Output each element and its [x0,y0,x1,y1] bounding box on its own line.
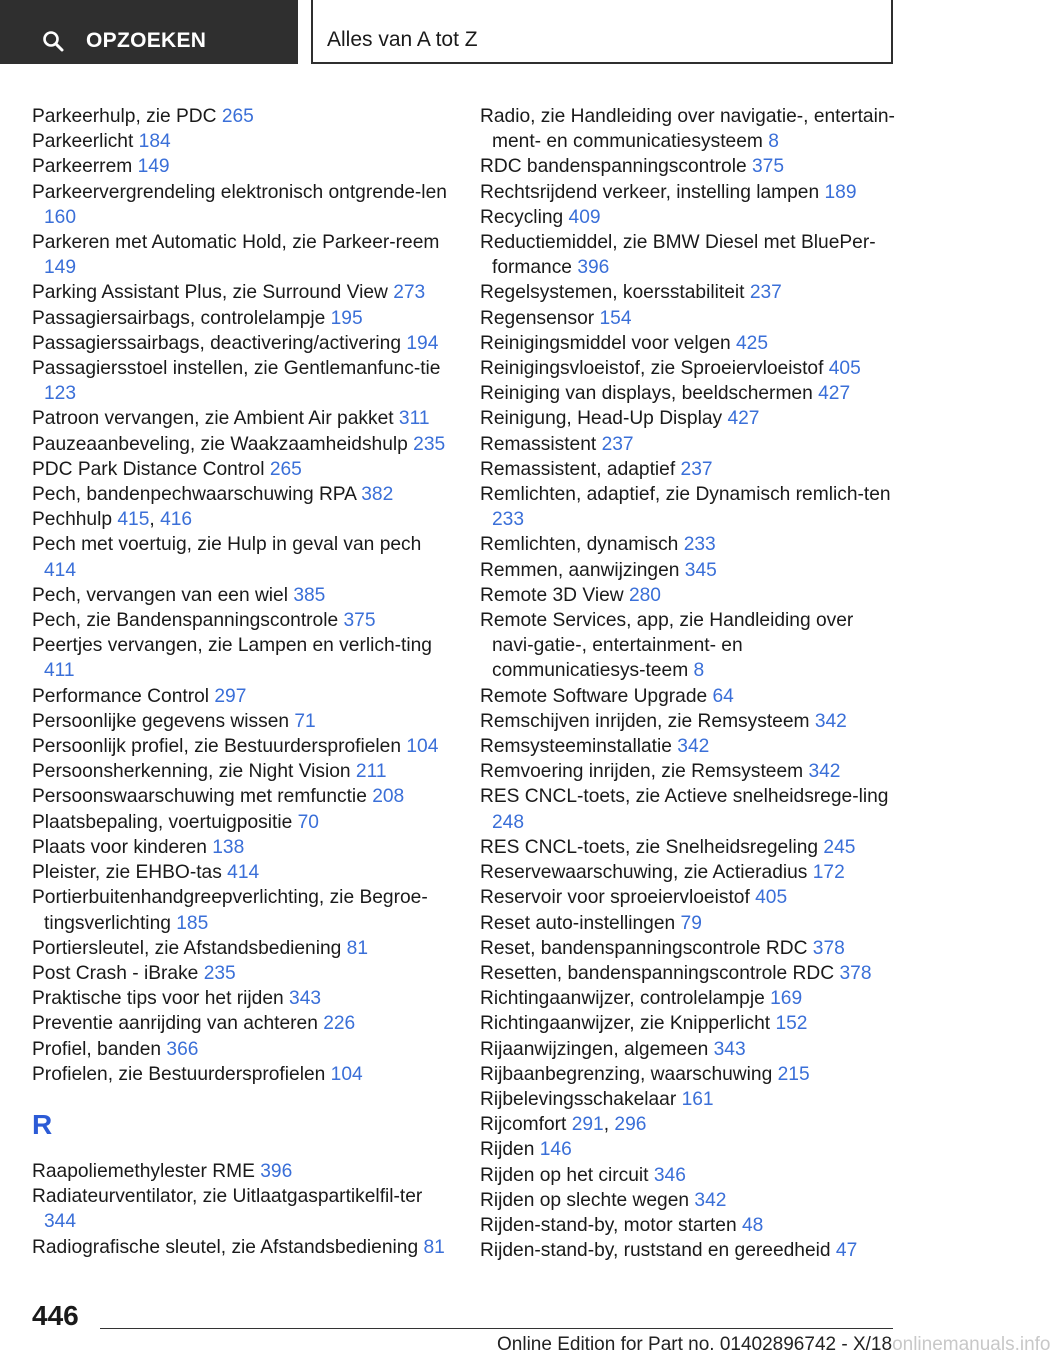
entry-text: Rijden [480,1139,535,1161]
index-entry [480,608,900,684]
search-button[interactable] [0,0,298,64]
entry-text: Resetten, bandenspanningscontrole RDC [480,962,835,984]
page-link[interactable]: 382 [361,484,394,506]
entry-text: Remassistent [480,433,597,455]
page-link[interactable]: 237 [749,282,782,304]
index-entry [480,1213,900,1238]
page-link[interactable]: 265 [221,106,254,127]
index-entry [480,180,900,205]
page-link[interactable]: 47 [835,1240,858,1262]
entry-text: Pech, zie Bandenspanningscontrole [32,610,339,632]
entry-text: Parkeerhulp, zie PDC [32,106,217,127]
entry-text: Radio, zie Handleiding over navigatie-, entertain-ment- en communicatiesysteem [480,106,895,153]
index-entry [32,1037,452,1062]
page-link[interactable]: 245 [823,836,856,858]
index-entry [32,482,452,507]
page-link[interactable]: 154 [599,307,632,329]
entry-text: Regensensor [480,307,595,329]
entry-text: Reinigingsvloeistof, zie Sproeiervloeistof [480,358,824,380]
index-entry [32,406,452,431]
index-entry [480,432,900,457]
index-entry [32,129,452,154]
page-link[interactable]: 71 [294,710,316,732]
page-link[interactable]: 215 [777,1063,810,1085]
page-number: 446 [32,1300,79,1331]
entry-text: Reinigung, Head-Up Display [480,408,723,430]
entry-text: Persoonsherkenning, zie Night Vision [32,761,351,783]
index-entry [32,709,452,734]
page-link[interactable]: 265 [269,458,302,480]
index-entry [32,154,452,179]
entry-text: Reservoir voor sproeiervloeistof [480,887,750,909]
entry-text: Parkeervergrendeling elektronisch ontgrende-len [32,181,447,203]
entry-text: RES CNCL-toets, zie Snelheidsregeling [480,836,819,858]
index-entry [32,1235,452,1260]
index-entry [480,734,900,759]
index-entry [480,986,900,1011]
page-link[interactable]: 185 [176,912,209,934]
index-entry [480,684,900,709]
page-link[interactable]: 342 [814,710,847,732]
entry-text: Rijden op slechte wegen [480,1189,690,1211]
index-entry [32,1159,452,1184]
page-link[interactable]: 411 [44,660,75,682]
page-link[interactable]: 146 [539,1139,572,1161]
page-link[interactable]: 414 [227,862,260,884]
page-link[interactable]: 169 [770,988,803,1010]
page-link[interactable]: 396 [577,257,610,279]
entry-text: Regelsystemen, koersstabiliteit [480,282,745,304]
entry-text: Recycling [480,206,564,228]
entry-text: Passagierssairbags, deactivering/activering [32,332,402,354]
page-link[interactable]: 248 [492,811,525,833]
entry-text: Persoonlijk profiel, zie Bestuurdersprofielen [32,736,402,758]
page-link[interactable]: 346 [653,1164,686,1186]
page-link[interactable]: 405 [828,358,861,380]
index-entry [32,331,452,356]
entry-text: Rijcomfort [480,1114,567,1136]
page-link[interactable]: 297 [214,685,247,707]
index-entry [480,558,900,583]
page-link[interactable]: 342 [694,1189,727,1211]
index-entry [480,104,900,154]
index-entry [480,331,900,356]
page-link[interactable]: 427 [727,408,760,430]
entry-text: Plaats voor kinderen [32,836,207,858]
index-entry [32,961,452,986]
page-link[interactable]: 149 [137,156,170,178]
top-navigation [0,0,960,66]
index-entry [480,1188,900,1213]
index-entry [480,860,900,885]
entry-text: Remsysteeminstallatie [480,736,672,758]
page-link[interactable]: 208 [372,786,405,808]
page-link[interactable]: 194 [406,332,439,354]
page-link[interactable]: 427 [818,383,851,405]
index-entry [480,381,900,406]
page-link[interactable]: 81 [346,937,369,959]
entry-text: Radiografische sleutel, zie Afstandsbediening [32,1236,419,1258]
page-link[interactable]: 273 [393,282,426,304]
index-entry [480,306,900,331]
entry-text: Reset, bandenspanningscontrole RDC [480,937,808,959]
index-entry [480,1137,900,1162]
page-link[interactable]: 343 [713,1038,746,1060]
entry-text: Radiateurventilator, zie Uitlaatgaspartikelfil-ter [32,1186,423,1208]
entry-text: RDC bandenspanningscontrole [480,156,747,178]
index-entry [32,986,452,1011]
entry-text: Pech, bandenpechwaarschuwing RPA [32,484,356,506]
entry-text: Reset auto-instellingen [480,912,676,934]
index-entry [32,684,452,709]
entry-text: Pauzeaanbeveling, zie Waakzaamheidshulp [32,433,408,455]
index-entry [480,205,900,230]
index-entry [480,911,900,936]
page-link[interactable]: 415 [117,509,150,531]
entry-text: Patroon vervangen, zie Ambient Air pakket [32,408,394,430]
page-link[interactable]: 8 [693,660,705,682]
index-column-left [32,104,452,1260]
index-entry [480,1238,900,1263]
entry-text: Parkeerrem [32,156,133,178]
index-entry [480,759,900,784]
page-link[interactable]: 344 [44,1211,77,1233]
entry-text: Remlichten, adaptief, zie Dynamisch remlich-ten [480,484,891,506]
page-link[interactable]: 184 [138,131,171,153]
page-link[interactable]: 409 [568,206,601,228]
index-entry [480,784,900,834]
index-entry [32,734,452,759]
index-entry [32,885,452,935]
index-entry [32,356,452,406]
page-link[interactable]: 79 [680,912,702,934]
index-entry [32,104,452,129]
page-link[interactable]: 48 [742,1214,764,1236]
index-list-r [32,1159,452,1260]
page-link[interactable]: 296 [614,1114,647,1136]
page-link[interactable]: 375 [752,156,785,178]
entry-text: Pech met voertuig, zie Hulp in geval van pech [32,534,422,556]
page-link[interactable]: 160 [44,206,77,228]
page-link[interactable]: 414 [44,559,77,581]
page-link[interactable]: 189 [824,181,857,203]
entry-text: Rijden-stand-by, motor starten [480,1214,737,1236]
entry-text: Persoonswaarschuwing met remfunctie [32,786,367,808]
index-entry [32,532,452,582]
page-link[interactable]: 172 [812,862,845,884]
entry-text: Pechhulp [32,509,113,531]
page-link[interactable]: 226 [323,1013,356,1035]
entry-text: Richtingaanwijzer, controlelampje [480,988,765,1010]
entry-text: Parking Assistant Plus, zie Surround View [32,282,388,304]
index-entry [32,835,452,860]
index-entry [480,885,900,910]
entry-text: Raapoliemethylester RME [32,1160,255,1182]
tab-a-to-z[interactable] [311,0,893,64]
index-entry [32,633,452,683]
entry-text: Rechtsrijdend verkeer, instelling lampen [480,181,820,203]
page-link[interactable]: 233 [492,509,525,531]
entry-text: Reinigingsmiddel voor velgen [480,332,731,354]
page-link[interactable]: 64 [712,685,734,707]
entry-text: Reservewaarschuwing, zie Actieradius [480,862,808,884]
page-link[interactable]: 311 [398,408,430,430]
page-link[interactable]: 237 [601,433,634,455]
entry-text: Remote Software Upgrade [480,685,708,707]
index-entry [32,583,452,608]
page-link[interactable]: 235 [413,433,446,455]
index-entry [480,356,900,381]
page-link[interactable]: 233 [683,534,716,556]
page-link[interactable]: 385 [293,584,326,606]
index-entry [32,784,452,809]
index-entry [32,608,452,633]
index-entry [480,1037,900,1062]
search-label: OPZOEKEN [86,29,207,52]
index-list-p [32,104,452,1087]
search-icon [42,30,64,52]
entry-text: Plaatsbepaling, voertuigpositie [32,811,293,833]
page-link[interactable]: 104 [330,1063,363,1085]
page-link[interactable]: 366 [166,1038,199,1060]
entry-text: Performance Control [32,685,210,707]
page-link[interactable]: 342 [808,761,841,783]
entry-text: Parkeerlicht [32,131,134,153]
page-link[interactable]: 378 [839,962,872,984]
index-entry [480,583,900,608]
page-link[interactable]: 396 [260,1160,293,1182]
page-link[interactable]: 416 [160,509,193,531]
index-entry [480,1011,900,1036]
entry-text: Peertjes vervangen, zie Lampen en verlich-ting [32,635,432,657]
index-entry [480,280,900,305]
page-link[interactable]: 378 [812,937,845,959]
page-link[interactable]: 70 [297,811,319,833]
page-link[interactable]: 237 [680,458,713,480]
index-entry [32,280,452,305]
entry-text: Remmen, aanwijzingen [480,559,680,581]
index-entry [32,936,452,961]
entry-text: Pleister, zie EHBO-tas [32,862,222,884]
tab-title: Alles van A tot Z [327,28,478,51]
index-entry [480,835,900,860]
index-entry [480,936,900,961]
entry-text: Persoonlijke gegevens wissen [32,710,290,732]
index-entry: Rijcomfort 291, 296 [480,1114,647,1136]
index-entry [480,482,900,532]
entry-text: Portiersleutel, zie Afstandsbediening [32,937,342,959]
index-column-right [480,104,900,1263]
page-link[interactable]: 81 [423,1236,445,1258]
page-link[interactable]: 375 [343,610,376,632]
index-list-r-continued [480,104,900,1263]
page-link[interactable]: 235 [203,962,236,984]
entry-text: Praktische tips voor het rijden [32,988,284,1010]
index-entry [32,306,452,331]
page-link[interactable]: 342 [677,736,710,758]
index-entry [32,1011,452,1036]
edition-text: Online Edition for Part no. 01402896742 - X/18 [497,1334,893,1355]
entry-text: PDC Park Distance Control [32,458,265,480]
footer [497,1334,1051,1356]
index-entry [480,532,900,557]
index-entry [32,860,452,885]
entry-text: Remvoering inrijden, zie Remsysteem [480,761,804,783]
index-entry [480,709,900,734]
page-link[interactable]: 161 [681,1088,714,1110]
entry-text: Passagiersstoel instellen, zie Gentlemanfunc-tie [32,358,441,380]
entry-text: Rijden-stand-by, ruststand en gereedheid [480,1240,831,1262]
entry-text: Remote 3D View [480,584,624,606]
watermark: onlinemanuals.info [892,1334,1051,1355]
page-link[interactable]: 425 [736,332,769,354]
entry-text: RES CNCL-toets, zie Actieve snelheidsrege-ling [480,786,889,808]
page-link[interactable]: 138 [212,836,245,858]
index-entry [32,1062,452,1087]
index-entry [480,406,900,431]
index-entry: Pechhulp 415, 416 [32,509,193,531]
entry-text: Passagiersairbags, controlelampje [32,307,326,329]
index-entry [480,457,900,482]
entry-text: Remassistent, adaptief [480,458,676,480]
entry-text: Rijbaanbegrenzing, waarschuwing [480,1063,773,1085]
entry-text: Parkeren met Automatic Hold, zie Parkeer-reem [32,232,440,254]
page-link[interactable]: 405 [755,887,788,909]
entry-text: Profiel, banden [32,1038,162,1060]
index-entry [32,759,452,784]
entry-text: Rijden op het circuit [480,1164,649,1186]
entry-text: Remlichten, dynamisch [480,534,679,556]
index-entry [32,457,452,482]
entry-text: Profielen, zie Bestuurdersprofielen [32,1063,326,1085]
entry-text: Rijaanwijzingen, algemeen [480,1038,709,1060]
page-link[interactable]: 280 [628,584,661,606]
page-link[interactable]: 123 [44,383,77,405]
entry-text: Remote Services, app, zie Handleiding over navi-gatie-, entertainment- en communicatiesys-teem [480,610,854,682]
index-entry [480,1087,900,1112]
index-entry [32,180,452,230]
entry-text: Reductiemiddel, zie BMW Diesel met BluePer-formance [480,232,876,279]
index-entry [32,432,452,457]
page-link[interactable]: 149 [44,257,77,279]
index-entry [480,1163,900,1188]
page-link[interactable]: 195 [330,307,363,329]
page-link[interactable]: 152 [775,1013,808,1035]
index-entry [480,961,900,986]
index-entry [480,154,900,179]
index-entry [32,810,452,835]
index-entry [32,1184,452,1234]
page-link[interactable]: 291 [571,1114,604,1136]
entry-text: Post Crash - iBrake [32,962,199,984]
entry-text: Preventie aanrijding van achteren [32,1013,318,1035]
entry-text: Rijbelevingsschakelaar [480,1088,677,1110]
page-link[interactable]: 345 [684,559,717,581]
entry-text: Pech, vervangen van een wiel [32,584,288,606]
entry-text: Richtingaanwijzer, zie Knipperlicht [480,1013,771,1035]
entry-text: Reiniging van displays, beeldschermen [480,383,813,405]
index-entry [480,1062,900,1087]
footer-divider [100,1328,893,1329]
page-link[interactable]: 104 [406,736,439,758]
entry-text: Remschijven inrijden, zie Remsysteem [480,710,810,732]
index-entry [32,230,452,280]
section-letter: R [32,1108,53,1140]
index-entry [480,230,900,280]
page-link[interactable]: 8 [768,131,779,153]
page-link[interactable]: 343 [289,988,322,1010]
page-link[interactable]: 211 [355,761,387,783]
entry-text: Portierbuitenhandgreepverlichting, zie Begroe-tingsverlichting [32,887,428,934]
